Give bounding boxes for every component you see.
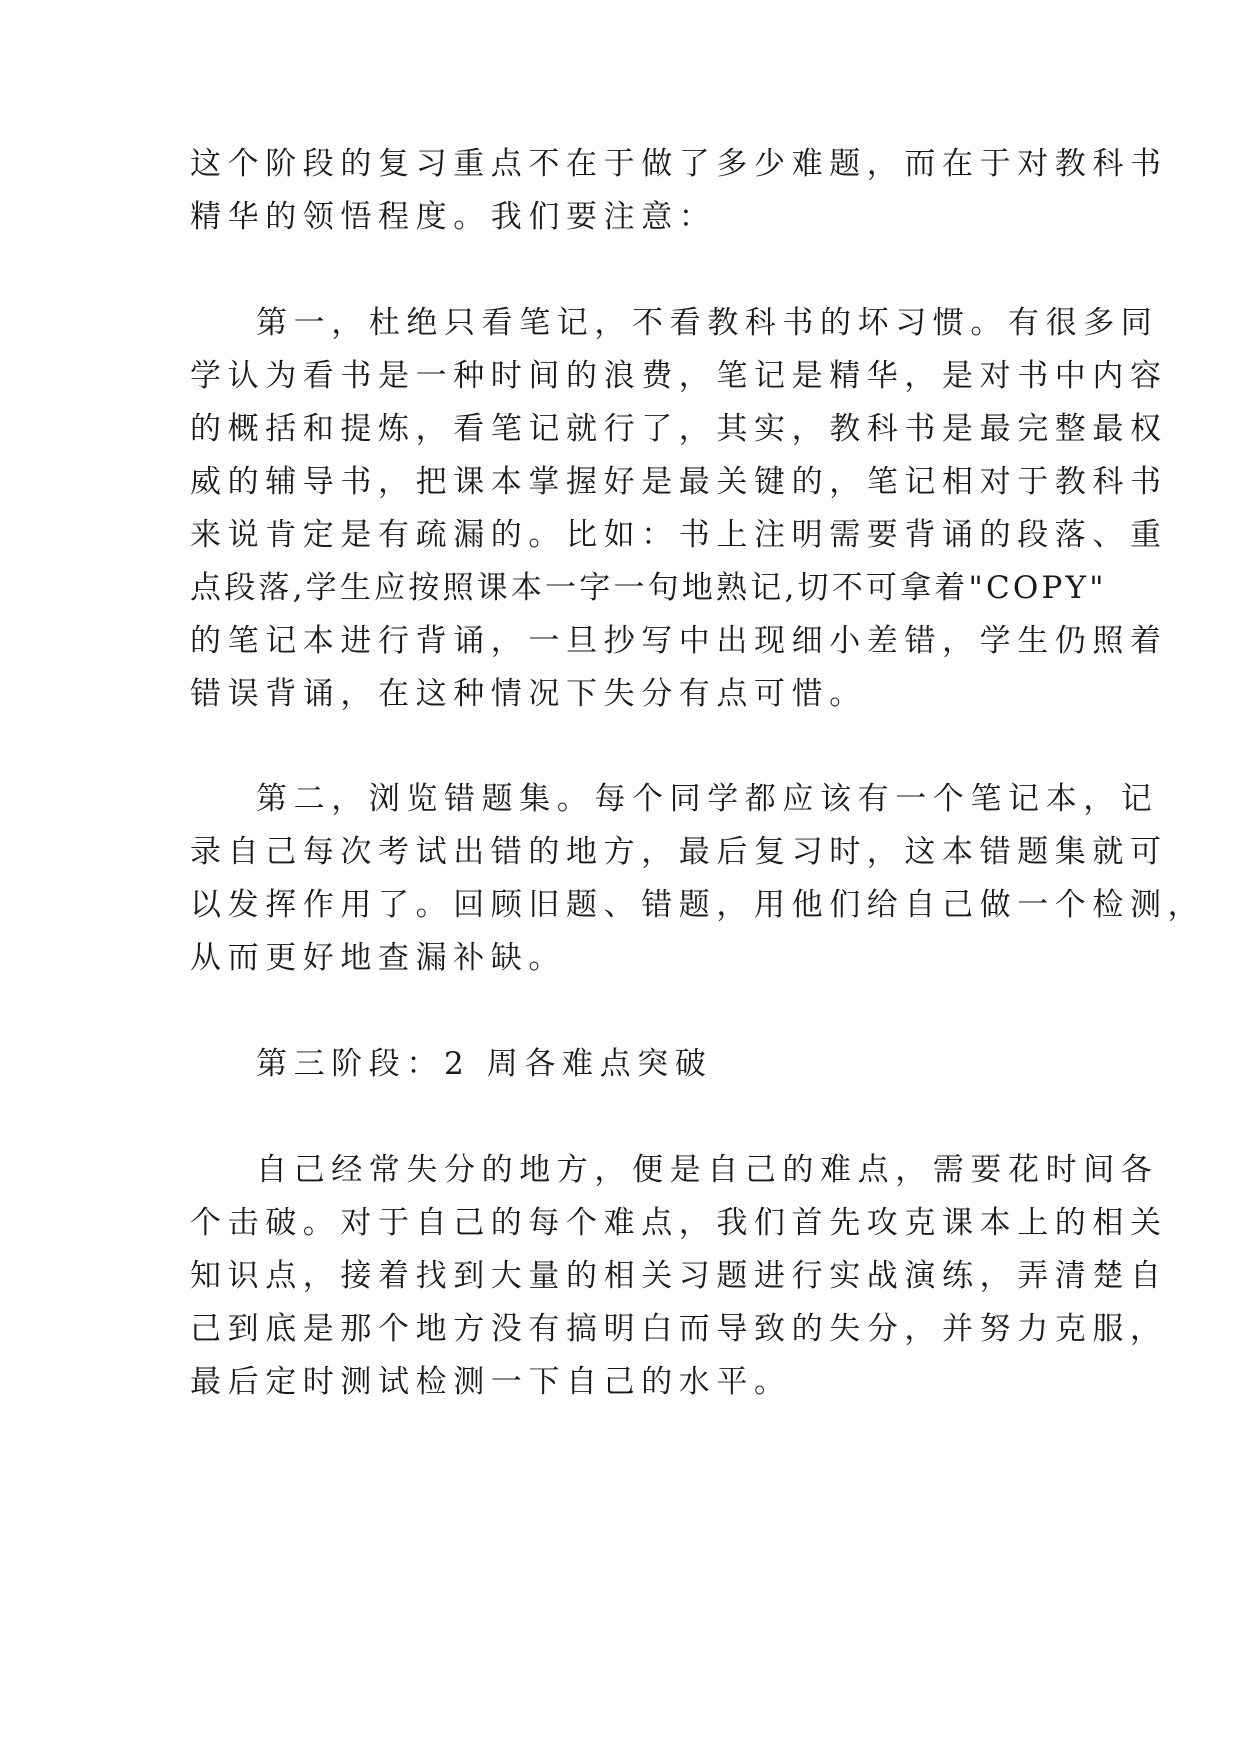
paragraph-point-one-line-5: 来说肯定是有疏漏的。比如：书上注明需要背诵的段落、重 bbox=[190, 517, 1168, 553]
paragraph-point-one-line-3: 的概括和提炼，看笔记就行了，其实，教科书是最完整最权 bbox=[190, 411, 1168, 447]
paragraph-point-one-line-8: 错误背诵，在这种情况下失分有点可惜。 bbox=[190, 676, 867, 712]
paragraph-intro-line-2: 精华的领悟程度。我们要注意： bbox=[190, 199, 717, 235]
paragraph-point-two-line-1: 第二，浏览错题集。每个同学都应该有一个笔记本，记 bbox=[256, 781, 1159, 817]
paragraph-intro-line-1: 这个阶段的复习重点不在于做了多少难题，而在于对教科书 bbox=[190, 146, 1168, 182]
section-heading-stage-three: 第三阶段：2 周各难点突破 bbox=[256, 1046, 713, 1082]
paragraph-stage-three-line-4: 己到底是那个地方没有搞明白而导致的失分，并努力克服， bbox=[190, 1311, 1168, 1347]
paragraph-stage-three-line-1: 自己经常失分的地方，便是自己的难点，需要花时间各 bbox=[256, 1152, 1159, 1188]
paragraph-stage-three-line-2: 个击破。对于自己的每个难点，我们首先攻克课本上的相关 bbox=[190, 1205, 1168, 1241]
paragraph-point-one-line-7: 的笔记本进行背诵，一旦抄写中出现细小差错，学生仍照着 bbox=[190, 623, 1168, 659]
paragraph-point-one-line-1: 第一，杜绝只看笔记，不看教科书的坏习惯。有很多同 bbox=[256, 305, 1159, 341]
paragraph-point-one-line-4: 威的辅导书，把课本掌握好是最关键的，笔记相对于教科书 bbox=[190, 464, 1168, 500]
paragraph-stage-three-line-3: 知识点，接着找到大量的相关习题进行实战演练，弄清楚自 bbox=[190, 1258, 1168, 1294]
paragraph-point-two-line-2: 录自己每次考试出错的地方，最后复习时，这本错题集就可 bbox=[190, 834, 1168, 870]
paragraph-point-two-line-3: 以发挥作用了。回顾旧题、错题，用他们给自己做一个检测， bbox=[190, 887, 1206, 923]
paragraph-point-two-line-4: 从而更好地查漏补缺。 bbox=[190, 940, 566, 976]
paragraph-point-one-line-6: 点段落,学生应按照课本一字一句地熟记,切不可拿着"COPY" bbox=[190, 570, 1107, 606]
paragraph-stage-three-line-5: 最后定时测试检测一下自己的水平。 bbox=[190, 1364, 792, 1400]
paragraph-point-one-line-2: 学认为看书是一种时间的浪费，笔记是精华，是对书中内容 bbox=[190, 358, 1168, 394]
